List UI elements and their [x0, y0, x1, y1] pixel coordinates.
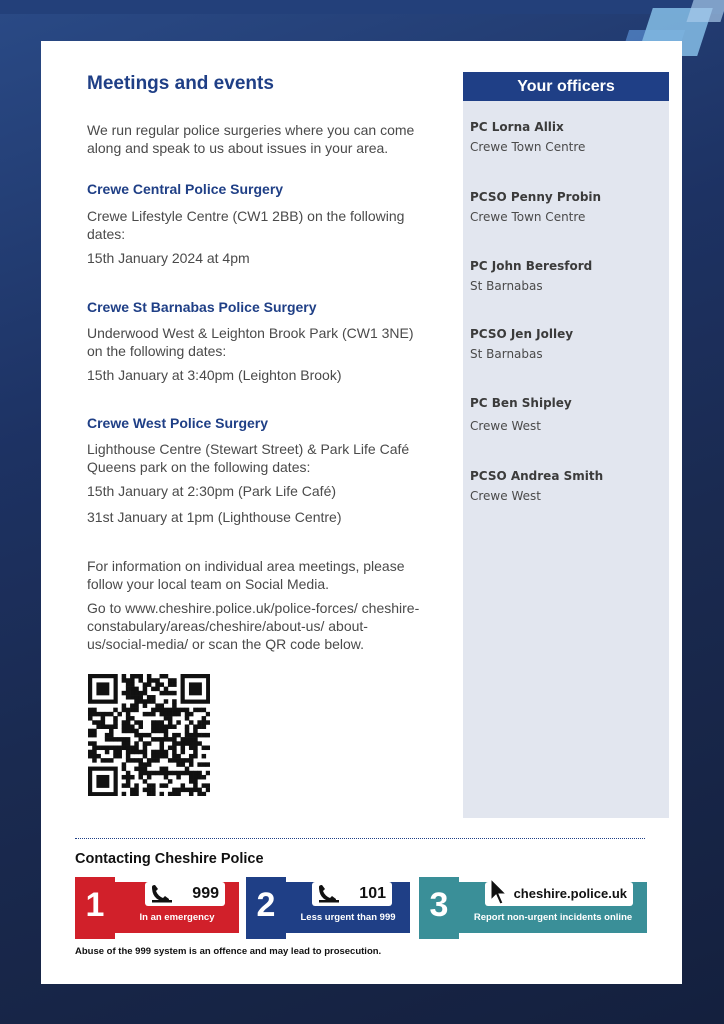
content-page	[41, 41, 682, 984]
officer-name: PCSO Jen Jolley	[470, 327, 574, 341]
officer-entry	[470, 259, 592, 293]
officer-name: PC John Beresford	[470, 259, 593, 273]
decorative-shape	[686, 0, 724, 22]
surgery-location: Underwood West & Leighton Brook Park (CW1 3NE) on the following dates:	[87, 325, 414, 359]
surgery-date: 15th January at 2:30pm (Park Life Café)	[87, 483, 337, 499]
officer-name: PCSO Penny Probin	[470, 190, 602, 204]
surgery-date: 15th January at 3:40pm (Leighton Brook)	[87, 367, 342, 383]
surgery-date: 15th January 2024 at 4pm	[87, 250, 250, 266]
contact-option-101[interactable]	[246, 877, 410, 939]
surgery-heading: Crewe Central Police Surgery	[87, 181, 284, 197]
officer-entry	[470, 120, 585, 154]
option-badge	[485, 882, 633, 906]
option-label: cheshire.police.uk	[513, 886, 627, 901]
cursor-icon	[489, 878, 511, 916]
option-badge	[145, 882, 225, 906]
officer-area: St Barnabas	[470, 279, 543, 293]
surgery-heading: Crewe St Barnabas Police Surgery	[87, 299, 317, 315]
officer-area: Crewe Town Centre	[470, 210, 586, 224]
sidebar-title: Your officers	[463, 72, 669, 101]
officer-name: PC Lorna Allix	[470, 120, 564, 134]
info-link-text[interactable]: Go to www.cheshire.police.uk/police-forces/ cheshire-constabulary/areas/cheshire/about-us/ about-us/social-media/ or scan the QR code below.	[87, 600, 420, 652]
contact-option-999[interactable]	[75, 877, 239, 939]
option-label: 101	[359, 885, 386, 902]
intro-text: We run regular police surgeries where you can come along and speak to us about issues in your area.	[87, 122, 415, 156]
surgery-heading: Crewe West Police Surgery	[87, 415, 269, 431]
officer-area: Crewe West	[470, 419, 541, 433]
option-label: 999	[192, 885, 219, 902]
option-caption: Report non-urgent incidents online	[473, 912, 633, 923]
surgery-location: Crewe Lifestyle Centre (CW1 2BB) on the following dates:	[87, 208, 405, 242]
officer-entry	[470, 469, 603, 503]
officer-area: Crewe West	[470, 489, 541, 503]
phone-icon	[149, 884, 175, 912]
officer-area: Crewe Town Centre	[470, 140, 586, 154]
info-text: For information on individual area meetings, please follow your local team on Social Media.	[87, 558, 405, 592]
footnote: Abuse of the 999 system is an offence and may lead to prosecution.	[75, 946, 382, 957]
surgery-location: Lighthouse Centre (Stewart Street) & Park Life Café Queens park on the following dates:	[87, 441, 410, 475]
section-divider	[75, 838, 645, 839]
option-caption: Less urgent than 999	[300, 912, 396, 923]
officer-area: St Barnabas	[470, 347, 543, 361]
officer-name: PCSO Andrea Smith	[470, 469, 604, 483]
qr-code[interactable]	[88, 674, 210, 796]
officers-sidebar	[463, 72, 669, 818]
option-number: 3	[419, 877, 459, 939]
officer-entry	[470, 327, 573, 361]
contact-title: Contacting Cheshire Police	[75, 851, 264, 867]
option-number: 1	[75, 877, 115, 939]
qr-code-icon	[88, 674, 210, 796]
option-badge	[312, 882, 392, 906]
officer-entry	[470, 396, 572, 433]
page-title: Meetings and events	[87, 73, 274, 94]
option-caption: In an emergency	[139, 912, 215, 923]
officer-name: PC Ben Shipley	[470, 396, 572, 410]
surgery-date: 31st January at 1pm (Lighthouse Centre)	[87, 509, 342, 525]
officer-entry	[470, 190, 601, 224]
contact-option-website[interactable]	[419, 877, 647, 939]
decorative-band	[0, 0, 724, 14]
phone-icon	[316, 884, 342, 912]
option-number: 2	[246, 877, 286, 939]
